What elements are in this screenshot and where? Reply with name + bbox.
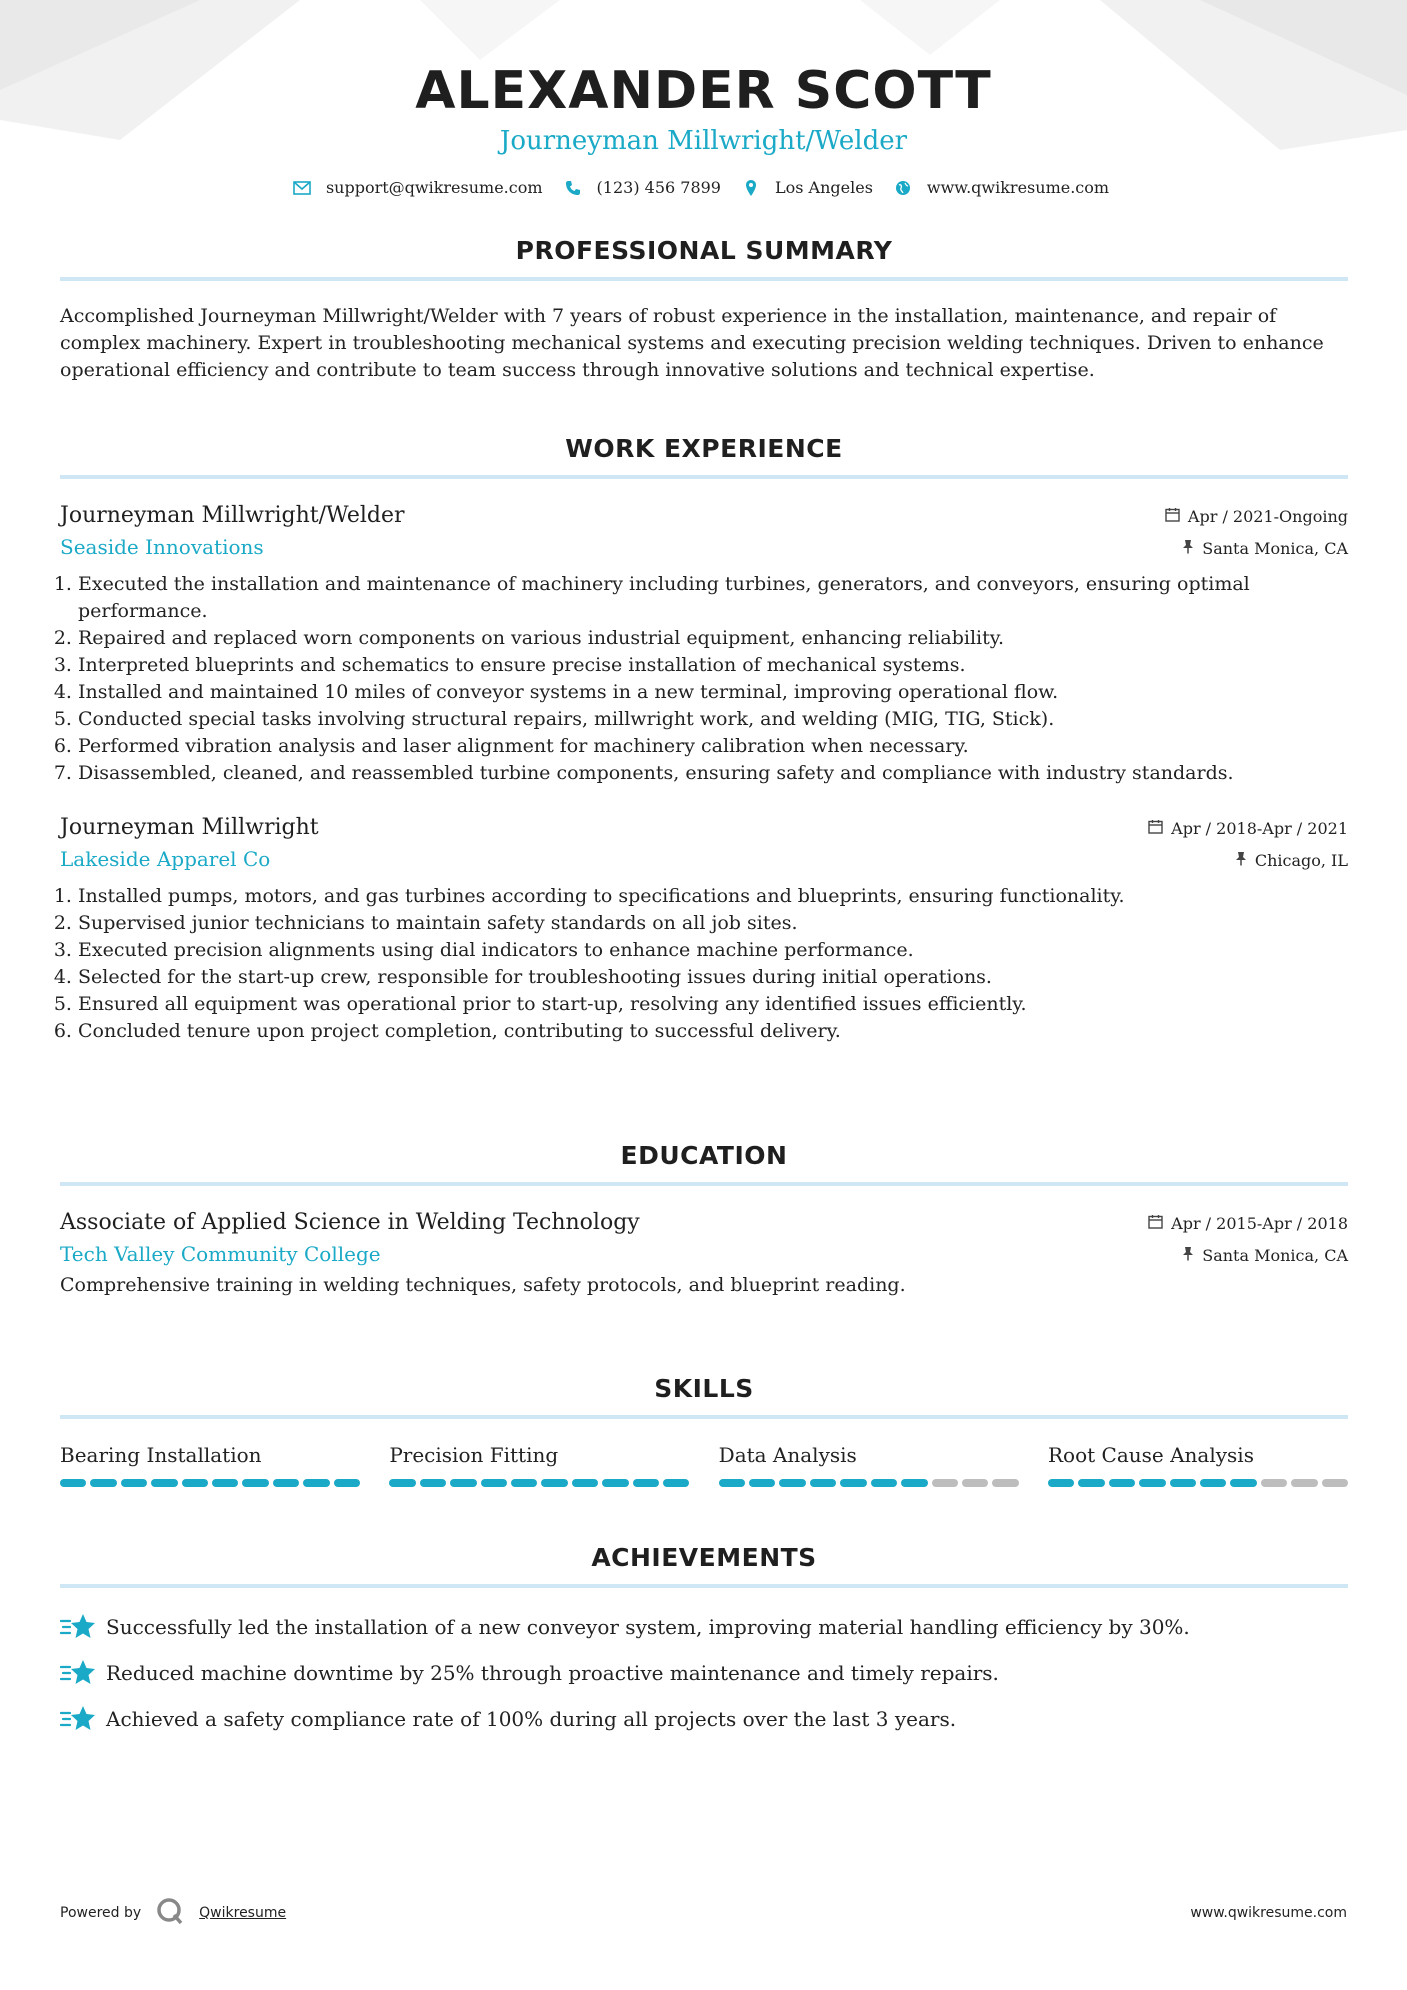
education-heading: EDUCATION bbox=[620, 1141, 788, 1170]
school-name: Tech Valley Community College bbox=[60, 1242, 381, 1266]
summary-text: Accomplished Journeyman Millwright/Welder with 7 years of robust experience in the installation, maintenance, and repair of complex machinery. Expert in troubleshooting mechanical systems and executing precision welding techniques. Driven to enhance operational efficiency and contribute to team success through innovative solutions and technical expertise. bbox=[60, 305, 1324, 381]
skill-level-segment bbox=[1291, 1479, 1317, 1487]
skill-level-segment bbox=[779, 1479, 805, 1487]
skill-level-segment bbox=[303, 1479, 329, 1487]
skill-item bbox=[389, 1441, 689, 1487]
section-divider bbox=[60, 475, 1348, 479]
education-entry bbox=[60, 1208, 1348, 1299]
skill-name: Precision Fitting bbox=[389, 1443, 559, 1467]
skill-level-segment bbox=[420, 1479, 446, 1487]
skill-level-segment bbox=[212, 1479, 238, 1487]
skill-level-segment bbox=[541, 1479, 567, 1487]
skill-item bbox=[1048, 1441, 1348, 1487]
job-title: Journeyman Millwright/Welder bbox=[60, 503, 405, 528]
achievements-heading: ACHIEVEMENTS bbox=[591, 1543, 817, 1572]
skill-level-segment bbox=[60, 1479, 86, 1487]
calendar-icon bbox=[1148, 1208, 1163, 1240]
list-item: 7. Disassembled, cleaned, and reassembled turbine components, ensuring safety and compliance with industry standards. bbox=[78, 760, 1348, 787]
skill-name: Bearing Installation bbox=[60, 1443, 262, 1467]
job-location: Chicago, IL bbox=[1254, 851, 1348, 870]
achievement-text: Reduced machine downtime by 25% through proactive maintenance and timely repairs. bbox=[106, 1661, 999, 1685]
degree-title: Associate of Applied Science in Welding Technology bbox=[60, 1210, 640, 1235]
summary-heading: PROFESSIONAL SUMMARY bbox=[515, 236, 893, 265]
list-item: 2. Supervised junior technicians to maintain safety standards on all job sites. bbox=[78, 910, 1348, 937]
skill-level-segment bbox=[602, 1479, 628, 1487]
qwikresume-logo-icon bbox=[155, 1896, 185, 1930]
skill-level-segment bbox=[840, 1479, 866, 1487]
skills-heading: SKILLS bbox=[654, 1374, 754, 1403]
job-meta bbox=[1165, 501, 1348, 565]
skill-level-segment bbox=[810, 1479, 836, 1487]
pushpin-icon bbox=[1235, 845, 1247, 877]
list-item: 5. Conducted special tasks involving structural repairs, millwright work, and welding (MIG, TIG, Stick). bbox=[78, 706, 1348, 733]
list-item: 2. Repaired and replaced worn components on various industrial equipment, enhancing reliability. bbox=[78, 625, 1348, 652]
skill-level-segment bbox=[334, 1479, 360, 1487]
list-item: 1. Installed pumps, motors, and gas turbines according to specifications and blueprints, ensuring functionality. bbox=[78, 883, 1348, 910]
footer-website[interactable]: www.qwikresume.com bbox=[1190, 1905, 1347, 1921]
star-icon bbox=[60, 1704, 96, 1734]
skill-level-bar bbox=[60, 1479, 360, 1487]
star-icon bbox=[60, 1612, 96, 1642]
list-item: 1. Executed the installation and maintenance of machinery including turbines, generators, and conveyors, ensuring optimal performance. bbox=[78, 571, 1348, 625]
summary-section bbox=[60, 236, 1348, 384]
section-divider bbox=[60, 1182, 1348, 1186]
skill-item bbox=[60, 1441, 360, 1487]
skills-section bbox=[60, 1374, 1348, 1487]
skill-level-segment bbox=[871, 1479, 897, 1487]
skill-level-segment bbox=[1200, 1479, 1226, 1487]
education-section bbox=[60, 1141, 1348, 1299]
contact-website[interactable]: www.qwikresume.com bbox=[926, 178, 1110, 197]
skill-level-segment bbox=[749, 1479, 775, 1487]
pushpin-icon bbox=[1182, 1240, 1194, 1272]
skill-level-segment bbox=[90, 1479, 116, 1487]
job-company: Seaside Innovations bbox=[60, 535, 264, 559]
skill-level-segment bbox=[1170, 1479, 1196, 1487]
skill-level-segment bbox=[633, 1479, 659, 1487]
globe-icon bbox=[893, 180, 913, 196]
calendar-icon bbox=[1165, 501, 1180, 533]
contact-email[interactable]: support@qwikresume.com bbox=[325, 178, 543, 197]
candidate-name: ALEXANDER SCOTT bbox=[415, 61, 992, 121]
skill-level-segment bbox=[932, 1479, 958, 1487]
section-divider bbox=[60, 1415, 1348, 1419]
education-meta bbox=[1148, 1208, 1348, 1272]
achievement-text: Successfully led the installation of a new conveyor system, improving material handling efficiency by 30%. bbox=[106, 1615, 1190, 1639]
skill-level-segment bbox=[1230, 1479, 1256, 1487]
skill-level-segment bbox=[1322, 1479, 1348, 1487]
contact-location: Los Angeles bbox=[774, 178, 873, 197]
skill-level-segment bbox=[1139, 1479, 1165, 1487]
skill-level-segment bbox=[663, 1479, 689, 1487]
education-location: Santa Monica, CA bbox=[1202, 1246, 1348, 1265]
calendar-icon bbox=[1148, 813, 1163, 845]
achievement-item bbox=[60, 1612, 1348, 1642]
experience-section bbox=[60, 434, 1348, 1045]
footer-brand-link[interactable]: Qwikresume bbox=[199, 1905, 287, 1921]
job-location: Santa Monica, CA bbox=[1202, 539, 1348, 558]
envelope-icon bbox=[292, 181, 312, 195]
job-entry bbox=[60, 813, 1348, 1045]
powered-by-label: Powered by bbox=[60, 1905, 142, 1921]
list-item: 4. Installed and maintained 10 miles of conveyor systems in a new terminal, improving operational flow. bbox=[78, 679, 1348, 706]
skill-level-segment bbox=[481, 1479, 507, 1487]
skill-level-segment bbox=[1109, 1479, 1135, 1487]
list-item: 3. Interpreted blueprints and schematics to ensure precise installation of mechanical systems. bbox=[78, 652, 1348, 679]
skills-list bbox=[60, 1441, 1348, 1487]
skill-level-segment bbox=[182, 1479, 208, 1487]
resume-header bbox=[0, 0, 1407, 197]
achievement-text: Achieved a safety compliance rate of 100% during all projects over the last 3 years. bbox=[106, 1707, 957, 1731]
achievement-item bbox=[60, 1658, 1348, 1688]
contact-bar bbox=[0, 178, 1407, 197]
job-bullets bbox=[60, 571, 1348, 787]
skill-level-segment bbox=[962, 1479, 988, 1487]
achievements-list bbox=[60, 1612, 1348, 1734]
job-entry bbox=[60, 501, 1348, 787]
job-bullets bbox=[60, 883, 1348, 1045]
list-item: 3. Executed precision alignments using dial indicators to enhance machine performance. bbox=[78, 937, 1348, 964]
skill-level-segment bbox=[511, 1479, 537, 1487]
list-item: 4. Selected for the start-up crew, responsible for troubleshooting issues during initial operations. bbox=[78, 964, 1348, 991]
skill-level-segment bbox=[719, 1479, 745, 1487]
skill-level-segment bbox=[273, 1479, 299, 1487]
section-divider bbox=[60, 277, 1348, 281]
skill-level-segment bbox=[572, 1479, 598, 1487]
skill-level-segment bbox=[389, 1479, 415, 1487]
skill-level-segment bbox=[1048, 1479, 1074, 1487]
skill-level-segment bbox=[151, 1479, 177, 1487]
list-item: 6. Performed vibration analysis and laser alignment for machinery calibration when necessary. bbox=[78, 733, 1348, 760]
skill-level-segment bbox=[901, 1479, 927, 1487]
pushpin-icon bbox=[1182, 533, 1194, 565]
star-icon bbox=[60, 1658, 96, 1688]
achievements-section bbox=[60, 1543, 1348, 1734]
phone-icon bbox=[563, 180, 583, 196]
skill-level-segment bbox=[1261, 1479, 1287, 1487]
education-dates: Apr / 2015-Apr / 2018 bbox=[1171, 1214, 1348, 1233]
job-company: Lakeside Apparel Co bbox=[60, 847, 271, 871]
skill-name: Data Analysis bbox=[718, 1443, 857, 1467]
skill-level-segment bbox=[242, 1479, 268, 1487]
candidate-title: Journeyman Millwright/Welder bbox=[499, 126, 908, 156]
contact-phone[interactable]: (123) 456 7899 bbox=[596, 178, 721, 197]
education-description: Comprehensive training in welding techniques, safety protocols, and blueprint reading. bbox=[60, 1274, 906, 1296]
job-dates: Apr / 2021-Ongoing bbox=[1187, 507, 1348, 526]
skill-level-bar bbox=[719, 1479, 1019, 1487]
skill-name: Root Cause Analysis bbox=[1047, 1443, 1254, 1467]
skill-level-segment bbox=[450, 1479, 476, 1487]
job-meta bbox=[1148, 813, 1348, 877]
skill-level-segment bbox=[992, 1479, 1018, 1487]
page-footer bbox=[60, 1896, 1347, 1930]
list-item: 5. Ensured all equipment was operational prior to start-up, resolving any identified issues efficiently. bbox=[78, 991, 1348, 1018]
job-title: Journeyman Millwright bbox=[60, 815, 319, 840]
skill-level-bar bbox=[1048, 1479, 1348, 1487]
map-pin-icon bbox=[741, 179, 761, 197]
experience-heading: WORK EXPERIENCE bbox=[565, 434, 843, 463]
skill-level-segment bbox=[121, 1479, 147, 1487]
achievement-item bbox=[60, 1704, 1348, 1734]
list-item: 6. Concluded tenure upon project completion, contributing to successful delivery. bbox=[78, 1018, 1348, 1045]
skill-item bbox=[719, 1441, 1019, 1487]
job-dates: Apr / 2018-Apr / 2021 bbox=[1171, 819, 1348, 838]
skill-level-bar bbox=[389, 1479, 689, 1487]
section-divider bbox=[60, 1584, 1348, 1588]
skill-level-segment bbox=[1078, 1479, 1104, 1487]
